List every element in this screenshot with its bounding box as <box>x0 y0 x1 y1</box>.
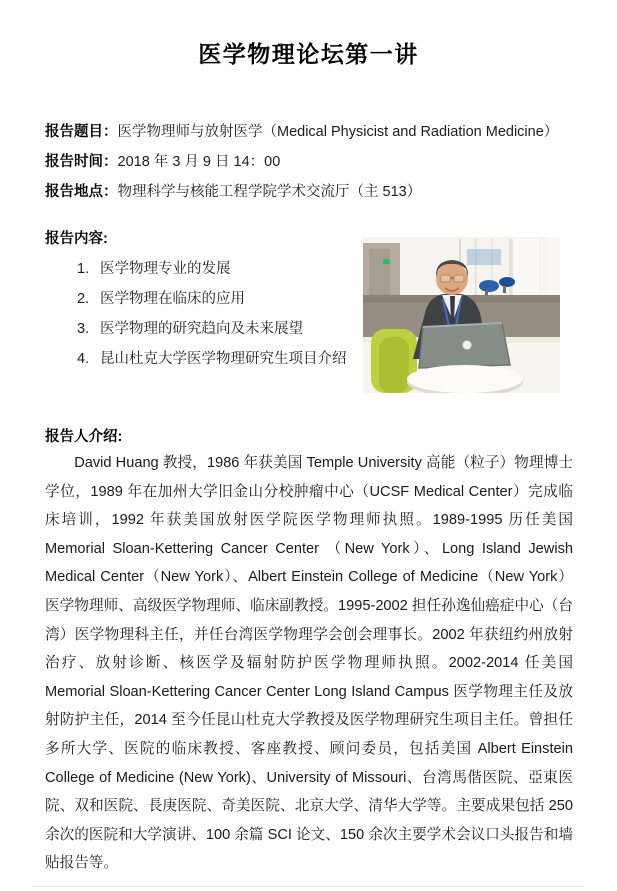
list-item-number: 3. <box>77 321 90 337</box>
report-time-label: 报告时间： <box>45 154 118 170</box>
speaker-heading: 报告人介绍: <box>45 429 123 445</box>
report-title-label: 报告题目： <box>45 124 118 140</box>
list-item-number: 1. <box>77 261 90 277</box>
bottom-divider <box>33 886 584 887</box>
content-list-item <box>77 254 357 284</box>
list-item-number: 2. <box>77 291 90 307</box>
glasses <box>441 275 451 282</box>
report-meta <box>45 117 575 207</box>
content-list-item <box>77 284 357 314</box>
content-list-item <box>77 314 357 344</box>
list-item-number: 4. <box>77 351 90 367</box>
report-time-value: 2018 年 3 月 9 日 14：00 <box>117 154 281 170</box>
content-list <box>77 254 357 374</box>
list-item-text: 医学物理的研究趋向及未来展望 <box>100 321 303 337</box>
content-list-item <box>77 344 357 374</box>
exit-sign <box>383 259 390 264</box>
apple-logo-icon <box>463 341 472 350</box>
blue-chair <box>479 280 499 292</box>
white-table <box>407 365 523 393</box>
report-time-row <box>45 147 575 177</box>
report-location-row <box>45 177 575 207</box>
list-item-text: 昆山杜克大学医学物理研究生项目介绍 <box>100 351 347 367</box>
report-location-label: 报告地点： <box>45 184 118 200</box>
blue-chair <box>499 277 515 287</box>
report-location-value: 物理科学与核能工程学院学术交流厅（主 513） <box>117 184 422 200</box>
speaker-bio-paragraph: David Huang 教授，1986 年获美国 Temple University 高能（粒子）物理博士学位，1989 年在加州大学旧金山分校肿瘤中心（UCSF Medical Center）完成临床培训，1992 年获美国放射医学院医学物理师执照。1989-1995 历任美国 Memorial Sloan-Kettering Cancer Center （New York）、Long Island Jewish Medical Center（New York）、Albert Einstein College of Medicine（New York）医学物理师、高级医学物理师、临床副教授。1995-2002 担任孙逸仙癌症中心（台湾）医学物理科主任，并任台湾医学物理学会创会理事长。2002 年获纽约州放射治疗、放射诊断、核医学及辐射防护医学物理师执照。2002-2014 任美国 Memorial Sloan-Kettering Cancer Center Long Island Campus 医学物理主任及放射防护主任，2014 至今任昆山杜克大学教授及医学物理研究生项目主任。曾担任多所大学、医院的临床教授、客座教授、顾问委员，包括美国 Albert Einstein College of Medicine (New York)、University of Missouri、台湾馬偕医院、亞東医院、双和医院、長庚医院、奇美医院、北京大学、清华大学等。主要成果包括 250 余次的医院和大学演讲、100 余篇 SCI 论文、150 余次主要学术会议口头报告和墙贴报告等。 <box>45 455 573 872</box>
list-item-text: 医学物理专业的发展 <box>100 261 231 277</box>
speaker-photo <box>363 237 560 393</box>
content-heading: 报告内容: <box>45 231 108 247</box>
report-title-row <box>45 117 575 147</box>
list-item-text: 医学物理在临床的应用 <box>100 291 245 307</box>
laptop <box>419 323 510 368</box>
report-title-value: 医学物理师与放射医学（Medical Physicist and Radiation Medicine） <box>117 124 559 140</box>
speaker-photo-illustration <box>363 237 560 393</box>
page-title: 医学物理论坛第一讲 <box>198 41 419 67</box>
